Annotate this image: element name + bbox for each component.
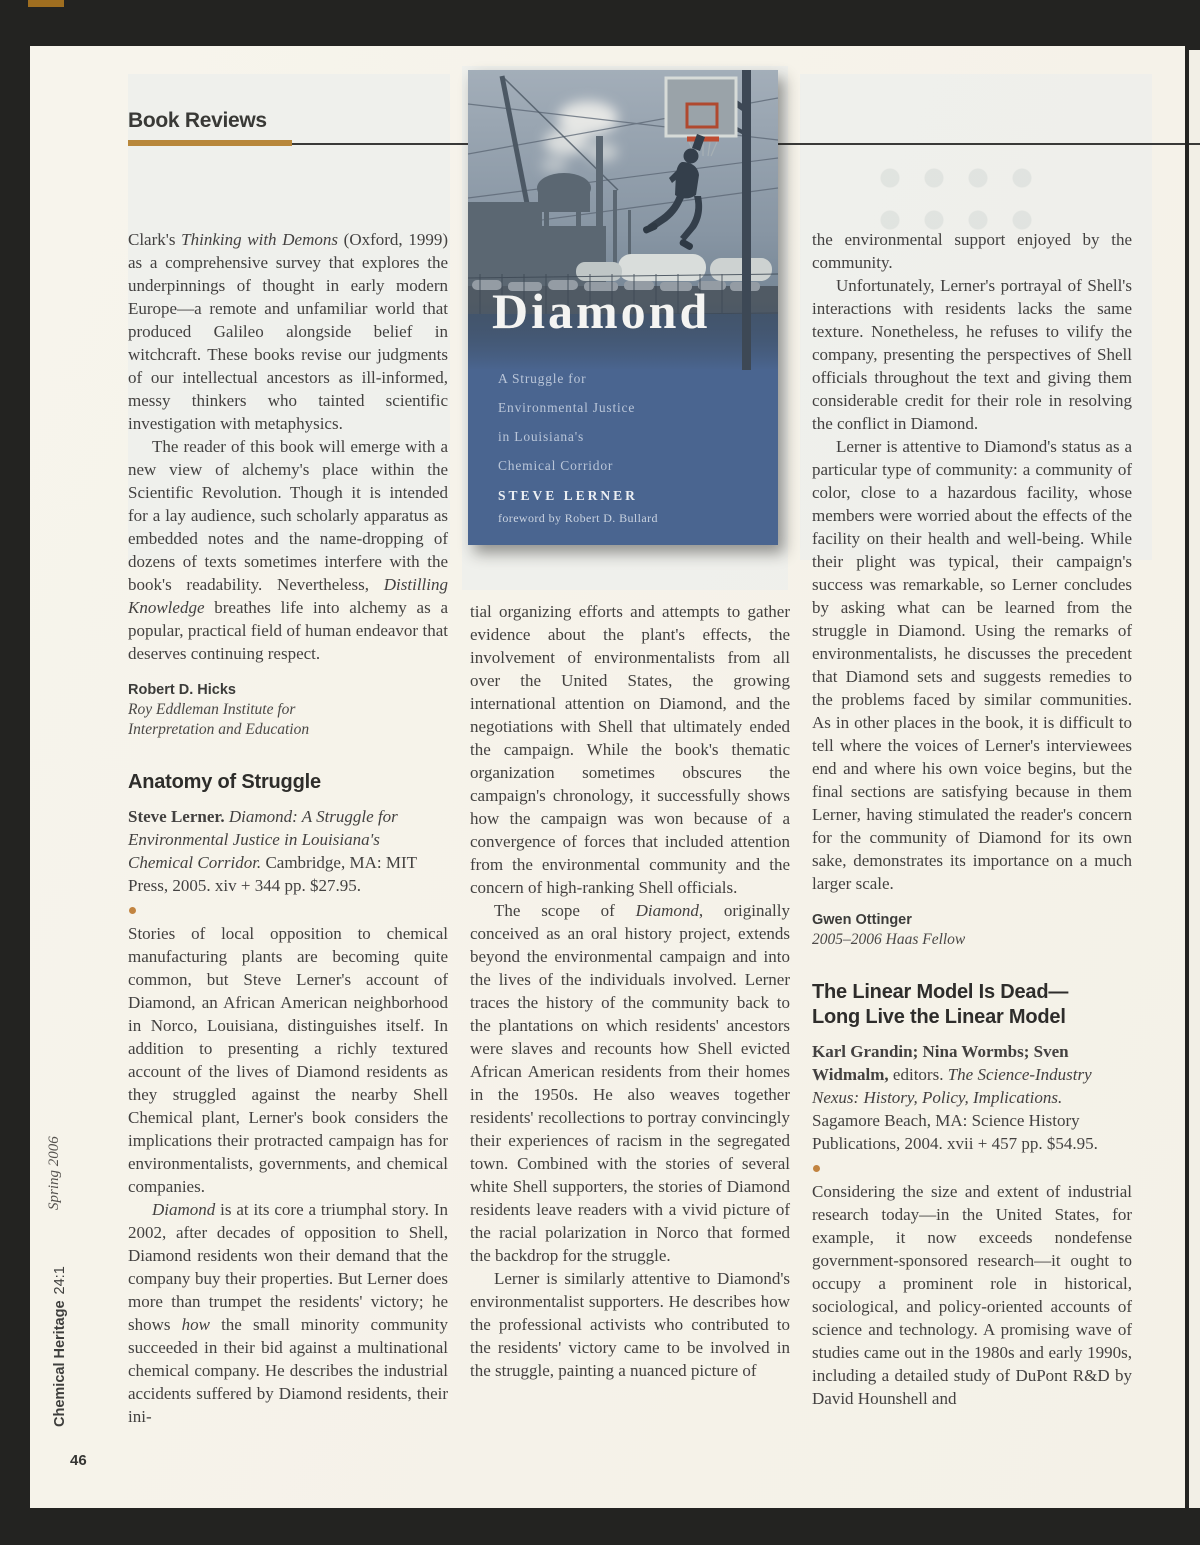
column-middle bbox=[470, 600, 790, 1382]
review-paragraph: the environmental support enjoyed by the community. bbox=[812, 230, 1132, 272]
review-paragraph: Unfortunately, Lerner's portrayal of Shell's interactions with residents lacks the same texture. Nonetheless, he refuses to vilify the company, presenting the perspectives of Shell officials throughout the text and giving them considerable credit for their role in resolving the conflict in Diamond. bbox=[812, 276, 1132, 433]
section-bullet-icon bbox=[129, 907, 136, 914]
section-title: Book Reviews bbox=[128, 109, 267, 132]
cover-subtitle: A Struggle for Environmental Justice in Louisiana's Chemical Corridor bbox=[498, 371, 636, 473]
reviewer-affiliation: 2005–2006 Haas Fellow bbox=[812, 931, 966, 948]
reviewer-signature bbox=[812, 911, 1132, 950]
review-paragraph: Stories of local opposition to chemical manufacturing plants are becoming quite common, but Steve Lerner's account of Diamond, an African American neighborhood in Norco, Louisiana, distinguishes itself. In addition to presenting a richly textured account of the lives of Diamond residents as they struggled against the nearby Shell Chemical plant, Lerner's book considers the implications their protracted campaign has for environmentalists, governments, and chemical companies. bbox=[128, 924, 448, 1196]
cover-title: Diamond bbox=[492, 283, 711, 339]
magazine-page bbox=[30, 46, 1185, 1508]
review-heading: Anatomy of Struggle bbox=[128, 771, 321, 793]
review-paragraph: Lerner is similarly attentive to Diamond's environmentalist supporters. He describes how the professional activists who contributed to the residents' victory came to be involved in the struggle, painting a nuanced picture of bbox=[470, 1269, 790, 1380]
column-left bbox=[128, 228, 448, 1428]
review-paragraph: Considering the size and extent of industrial research today—in the United States, for example, it now exceeds nondefense government-sponsored research—it ought to occupy a prominent role in historical, sociological, and policy-oriented accounts of science and technology. A promising wave of studies came out in the 1980s and early 1990s, including a detailed study of DuPont R&D by David Hounshell and bbox=[812, 1182, 1132, 1408]
cover-author: STEVE LERNER bbox=[498, 488, 638, 503]
column-right bbox=[812, 228, 1132, 1410]
section-bullet-icon bbox=[813, 1165, 820, 1172]
review-paragraph: Clark's Thinking with Demons (Oxford, 1999) as a comprehensive survey that explores the underpinnings of thought in early modern Europe—a remote and unfamiliar world that produced Galileo alongside belief in witchcraft. These books revise our judgments of our intellectual ancestors as ill-informed, messy thinkers who tainted scientific investigation with metaphysics. bbox=[128, 230, 449, 433]
adjacent-page-sliver bbox=[1189, 50, 1200, 1508]
reviewer-affiliation: Roy Eddleman Institute for Interpretation and Education bbox=[128, 701, 310, 738]
book-cover bbox=[468, 70, 778, 545]
review-heading: The Linear Model Is Dead— Long Live the Linear Model bbox=[812, 981, 1069, 1028]
spine-season: Spring 2006 bbox=[46, 1136, 62, 1210]
book-citation: Steve Lerner. Diamond: A Struggle for Environmental Justice in Louisiana's Chemical Corridor. Cambridge, MA: MIT Press, 2005. xiv + 344 pp. $27.95. bbox=[128, 807, 417, 895]
review-paragraph: Diamond is at its core a triumphal story. In 2002, after decades of opposition to Shell, Diamond residents won their demand that the company buy their properties. But Lerner does more than trumpet the residents' victory; he shows how the small minority community succeeded in their bid against a multinational chemical company. He describes the industrial accidents suffered by Diamond residents, their ini- bbox=[128, 1200, 448, 1426]
scan-edge-tab bbox=[28, 0, 64, 7]
review-paragraph: The reader of this book will emerge with a new view of alchemy's place within the Scientific Revolution. Though it is intended for a lay audience, such scholarly apparatus as embedded notes and the name-dropping of dozens of texts sometimes interfere with the book's readability. Nevertheless, Distilling Knowledge breathes life into alchemy as a popular, practical field of human endeavor that deserves continuing respect. bbox=[128, 437, 448, 663]
title-underline-bar bbox=[128, 140, 292, 146]
book-citation: Karl Grandin; Nina Wormbs; Sven Widmalm, editors. The Science-Industry Nexus: History, Policy, Implications. Sagamore Beach, MA: Science History Publications, 2004. xvii + 457 pp. $54.95. bbox=[812, 1042, 1098, 1153]
review-paragraph: Lerner is attentive to Diamond's status as a particular type of community: a community of color, close to a hazardous facility, whose members were worried about the effects of the facility on their health and well-being. While their plight was typical, their campaign's success was remarkable, so Lerner concludes by asking what can be learned from the struggle in Diamond. Using the remarks of environmentalists, he discusses the precedent that Diamond sets and suggests remedies to the problems faced by similar communities. As in other places in the book, it is difficult to tell where the voices of Lerner's interviewees end and where his own voice begins, but the final sections are satisfying because in them Lerner, having stimulated the reader's concern for the community of Diamond for its own sake, demonstrates its importance on a much larger scale. bbox=[812, 437, 1132, 893]
cover-foreword: foreword by Robert D. Bullard bbox=[498, 511, 658, 525]
reviewer-name: Gwen Ottinger bbox=[812, 912, 912, 928]
reviewer-name: Robert D. Hicks bbox=[128, 682, 236, 698]
header-rule-continuation bbox=[1189, 143, 1200, 145]
review-paragraph: tial organizing efforts and attempts to gather evidence about the plant's effects, the involvement of environmentalists from all over the United States, the growing international attention on Diamond, and the negotiations with Shell that ultimately ended the campaign. While the book's thematic organization sometimes obscures the campaign's chronology, it successfully shows how the campaign was won because of a convergence of forces that included attention from the environmental community and the concern of high-ranking Shell officials. bbox=[470, 602, 790, 897]
review-paragraph: The scope of Diamond, originally conceived as an oral history project, extends beyond the environmental campaign and into the lives of the individuals involved. Lerner traces the history of the community back to the plantations on which residents' ancestors were slaves and recounts how Shell evicted African American residents from their homes in the 1950s. He also weaves together residents' recollections to portray convincingly their experiences of racism in the segregated town. Combined with the stories of several white Shell supporters, the stories of Diamond residents leave readers with a vivid picture of the racial polarization in Norco that formed the backdrop for the struggle. bbox=[470, 901, 790, 1265]
reviewer-signature bbox=[128, 681, 448, 740]
spine-journal: Chemical Heritage24:1 bbox=[52, 1266, 68, 1427]
page-number: 46 bbox=[70, 1452, 87, 1469]
